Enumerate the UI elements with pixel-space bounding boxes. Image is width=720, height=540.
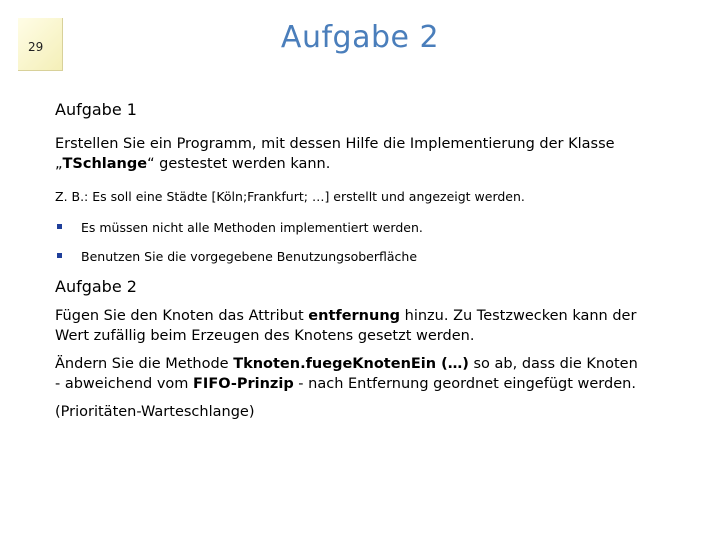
- task2-paragraph-1: [55, 306, 675, 346]
- task2-p2-line2-a: - abweichend vom: [55, 376, 194, 392]
- task2-p1-a: Fügen Sie den Knoten das Attribut: [55, 308, 309, 324]
- task2-p1-line2: Wert zufällig beim Erzeugen des Knotens gesetzt werden.: [55, 328, 475, 344]
- task2-paragraph-3: (Prioritäten-Warteschlange): [55, 404, 255, 420]
- bullet-text: Benutzen Sie die vorgegebene Benutzungsoberfläche: [81, 249, 418, 264]
- task2-heading: Aufgabe 2: [55, 277, 137, 296]
- task1-heading: Aufgabe 1: [55, 100, 137, 119]
- task2-p2-line2-b: - nach Entfernung geordnet eingefügt werden.: [293, 376, 636, 392]
- page-number: 29: [28, 40, 44, 54]
- bullet-item: [55, 219, 675, 236]
- task2-p2-a: Ändern Sie die Methode: [55, 356, 234, 372]
- task1-class-name: TSchlange: [62, 156, 148, 172]
- bullet-square-icon: [57, 253, 62, 258]
- task1-text-line1: Erstellen Sie ein Programm, mit dessen Hilfe die Implementierung der Klasse: [55, 136, 615, 152]
- bullet-square-icon: [57, 224, 62, 229]
- slide-title: Aufgabe 2: [280, 20, 440, 55]
- task1-quote-close: “ gestestet werden kann.: [147, 156, 331, 172]
- task2-p2-b: so ab, dass die Knoten: [468, 356, 638, 372]
- bullet-text: Es müssen nicht alle Methoden implementiert werden.: [81, 220, 423, 235]
- task1-bullets: [55, 219, 675, 265]
- task2-method-name: Tknoten.fuegeKnotenEin (…): [233, 356, 469, 372]
- task2-paragraph-2: [55, 354, 675, 394]
- task1-example: Z. B.: Es soll eine Städte [Köln;Frankfurt; …] erstellt und angezeigt werden.: [55, 189, 525, 204]
- slide-content: [55, 100, 675, 422]
- task2-p1-b: hinzu. Zu Testzwecken kann der: [400, 308, 637, 324]
- task1-quote-open: „: [55, 156, 63, 172]
- bullet-item: [55, 248, 675, 265]
- task2-attribute-name: entfernung: [308, 308, 401, 324]
- task2-fifo-term: FIFO-Prinzip: [193, 376, 294, 392]
- task1-text: [55, 134, 675, 174]
